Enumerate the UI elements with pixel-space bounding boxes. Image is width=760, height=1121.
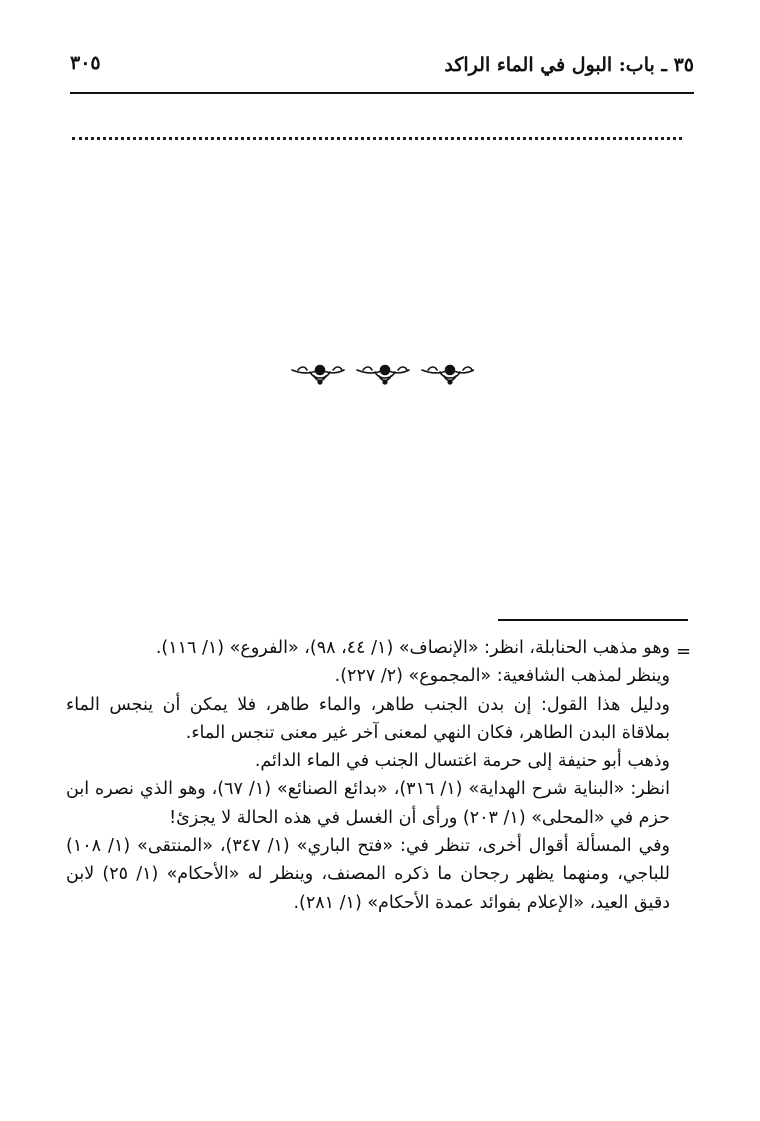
dotted-separator [72,137,682,140]
footnote-paragraph: وفي المسألة أقوال أخرى، تنظر في: «فتح الباري» (١/ ٣٤٧)، «المنتقى» (١/ ١٠٨) للباجي، ومنهما يظهر رجحان ما ذكره المصنف، وينظر له «الأحكام» (١/ ٢٥) لابن دقيق العيد، «الإعلام بفوائد عمدة الأحكام» (١/ ٢٨١). [66,836,670,913]
chapter-title: ٣٥ ـ باب: البول في الماء الراكد [444,54,694,76]
running-header [70,52,694,82]
footnote-paragraph: وهو مذهب الحنابلة، انظر: «الإنصاف» (١/ ٤٤، ٩٨)، «الفروع» (١/ ١١٦). [155,638,670,658]
footnote-paragraph: ودليل هذا القول: إن بدن الجنب طاهر، والماء طاهر، فلا يمكن أن ينجس الماء بملاقاة البدن الطاهر، فكان النهي لمعنى آخر غير معنى تنجس الماء. [66,694,670,743]
footnote-paragraph: وذهب أبو حنيفة إلى حرمة اغتسال الجنب في الماء الدائم. [254,751,670,772]
header-rule [70,92,694,94]
floral-ornament-icon [290,360,474,386]
continuation-mark: = [676,641,692,662]
footnote-paragraph: وينظر لمذهب الشافعية: «المجموع» (٢/ ٢٢٧). [334,666,670,687]
footnote-rule [498,619,688,621]
footnote-block [66,634,670,917]
footnote-paragraph: انظر: «البناية شرح الهداية» (١/ ٣١٦)، «بدائع الصنائع» (١/ ٦٧)، وهو الذي نصره ابن حزم في «المحلى» (١/ ٢٠٣) ورأى أن الغسل في هذه الحالة لا يجزئ! [66,779,670,828]
ornament-row [290,360,474,386]
page-number: ٣٠٥ [70,52,101,74]
